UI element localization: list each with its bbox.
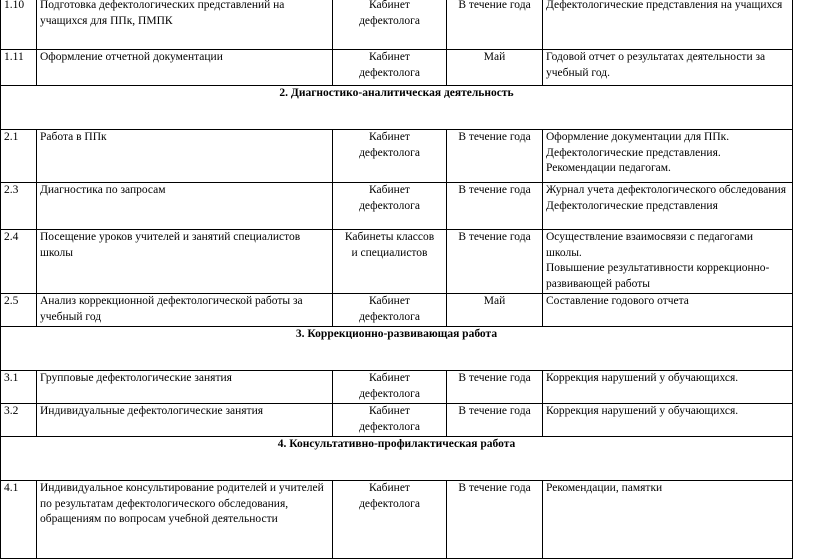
item-number: 2.3 <box>1 183 37 230</box>
item-result: Годовой отчет о результатах деятельности за учебный год. <box>543 50 793 86</box>
item-result: Оформление документации для ППк. Дефектологические представления. Рекомендации педагогам. <box>543 130 793 183</box>
item-name: Анализ коррекционной дефектологической работы за учебный год <box>37 294 333 327</box>
item-place: Кабинет дефектолога <box>333 183 447 230</box>
item-time: В течение года <box>447 183 543 230</box>
item-number: 2.4 <box>1 230 37 294</box>
item-place: Кабинет дефектолога <box>333 404 447 437</box>
table-row <box>1 230 793 294</box>
item-result: Коррекция нарушений у обучающихся. <box>543 371 793 404</box>
item-place: Кабинет дефектолога <box>333 371 447 404</box>
item-time: Май <box>447 294 543 327</box>
item-time: В течение года <box>447 0 543 50</box>
item-place: Кабинет дефектолога <box>333 0 447 50</box>
item-time: Май <box>447 50 543 86</box>
table-row <box>1 371 793 404</box>
item-result: Рекомендации, памятки <box>543 481 793 559</box>
item-time: В течение года <box>447 481 543 559</box>
item-name: Диагностика по запросам <box>37 183 333 230</box>
item-result: Осуществление взаимосвязи с педагогами школы. Повышение результативности коррекционно-развивающей работы <box>543 230 793 294</box>
item-name: Индивидуальное консультирование родителей и учителей по результатам дефектологического обследования, обращениям по вопросам учебной деятельности <box>37 481 333 559</box>
item-result: Журнал учета дефектологического обследования Дефектологические представления <box>543 183 793 230</box>
section-row <box>1 437 793 481</box>
item-result: Коррекция нарушений у обучающихся. <box>543 404 793 437</box>
item-place: Кабинет дефектолога <box>333 294 447 327</box>
table-row <box>1 0 793 50</box>
item-name: Оформление отчетной документации <box>37 50 333 86</box>
section-row <box>1 86 793 130</box>
item-name: Индивидуальные дефектологические занятия <box>37 404 333 437</box>
item-time: В течение года <box>447 230 543 294</box>
item-time: В течение года <box>447 371 543 404</box>
table-row <box>1 404 793 437</box>
table-row <box>1 183 793 230</box>
item-number: 1.11 <box>1 50 37 86</box>
item-time: В течение года <box>447 404 543 437</box>
section-row <box>1 327 793 371</box>
table-row <box>1 294 793 327</box>
item-number: 3.1 <box>1 371 37 404</box>
table-row <box>1 50 793 86</box>
item-name: Работа в ППк <box>37 130 333 183</box>
item-name: Посещение уроков учителей и занятий специалистов школы <box>37 230 333 294</box>
item-place: Кабинеты классов и специалистов <box>333 230 447 294</box>
item-place: Кабинет дефектолога <box>333 130 447 183</box>
item-time: В течение года <box>447 130 543 183</box>
item-number: 3.2 <box>1 404 37 437</box>
item-number: 1.10 <box>1 0 37 50</box>
section-title: 2. Диагностико-аналитическая деятельность <box>1 86 793 130</box>
section-title: 3. Коррекционно-развивающая работа <box>1 327 793 371</box>
item-number: 4.1 <box>1 481 37 559</box>
item-place: Кабинет дефектолога <box>333 481 447 559</box>
item-result: Дефектологические представления на учащихся <box>543 0 793 50</box>
item-number: 2.1 <box>1 130 37 183</box>
item-number: 2.5 <box>1 294 37 327</box>
item-place: Кабинет дефектолога <box>333 50 447 86</box>
section-title: 4. Консультативно-профилактическая работа <box>1 437 793 481</box>
item-name: Подготовка дефектологических представлений на учащихся для ППк, ПМПК <box>37 0 333 50</box>
item-result: Составление годового отчета <box>543 294 793 327</box>
item-name: Групповые дефектологические занятия <box>37 371 333 404</box>
table-row <box>1 130 793 183</box>
table-row <box>1 481 793 559</box>
